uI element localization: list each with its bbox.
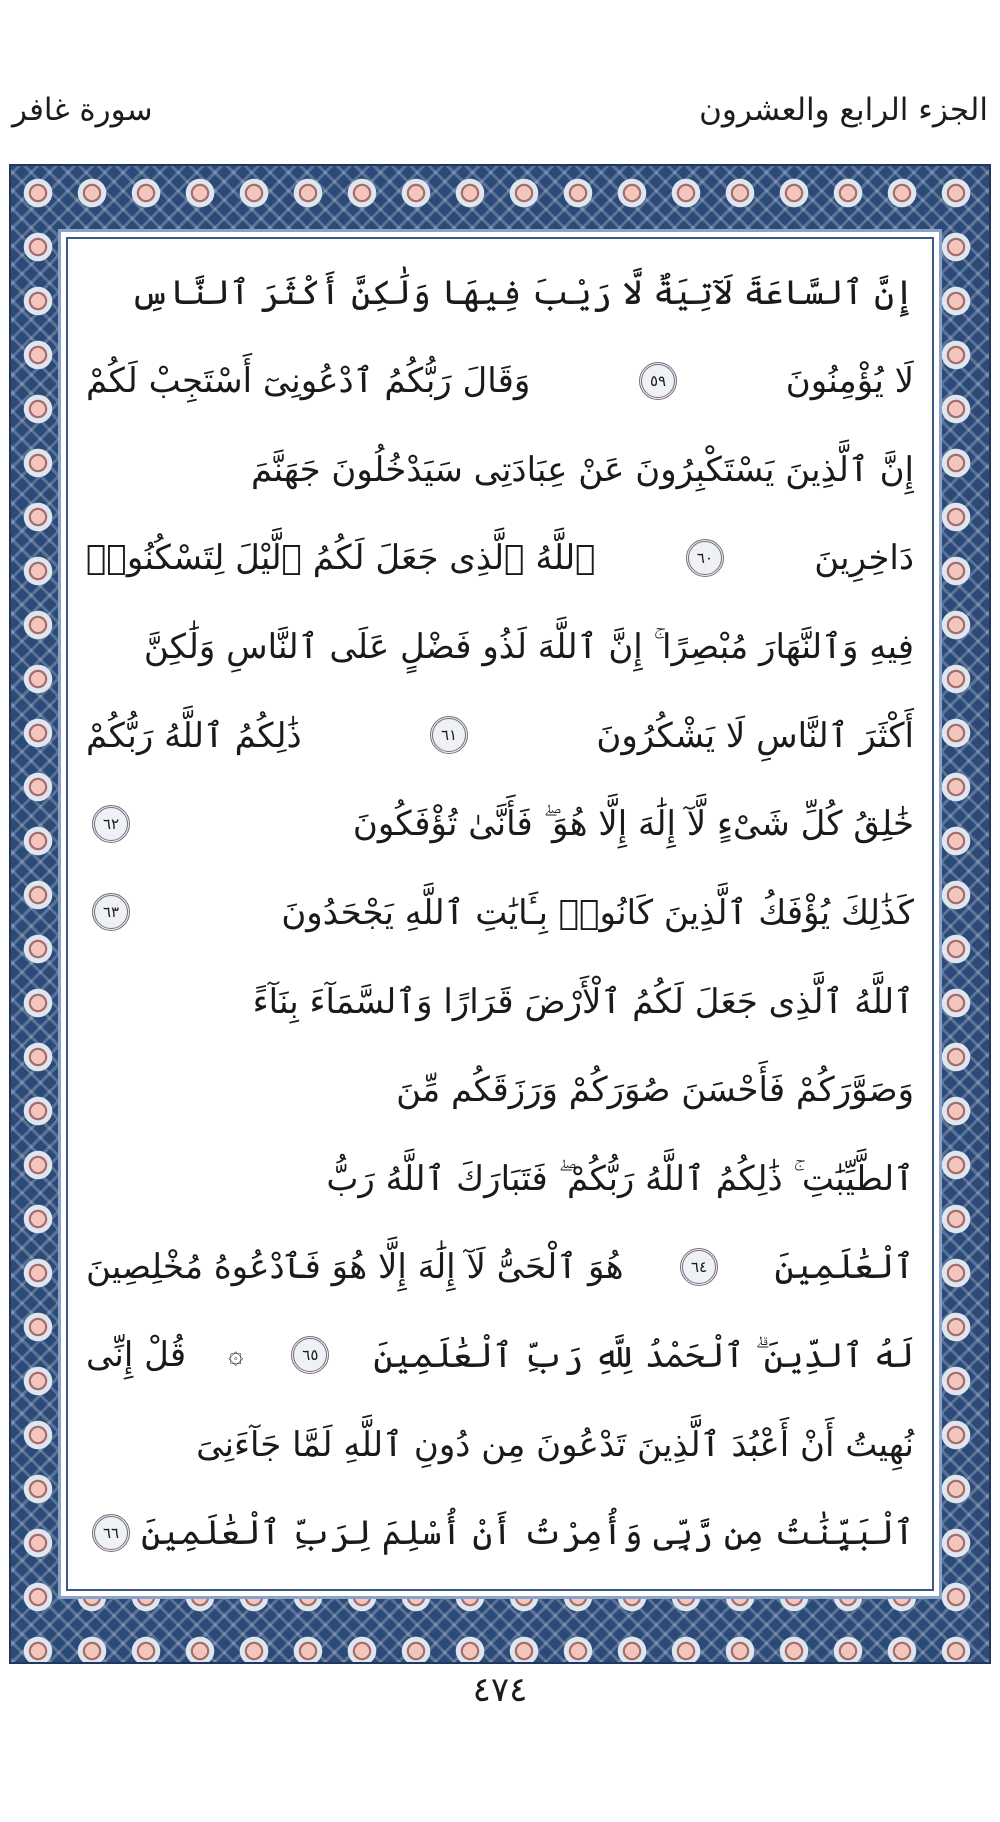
verse-text: لَهُ ٱلدِّينَ ۗ ٱلْحَمْدُ لِلَّهِ رَبِّ ٱلْعَٰلَمِينَ bbox=[373, 1335, 914, 1376]
verse-text: ٱللَّهُ ٱلَّذِى جَعَلَ لَكُمُ ٱلَّيْلَ لِتَسْكُنُوا۟ bbox=[86, 538, 596, 579]
text-line bbox=[86, 1045, 914, 1134]
ayah-number-marker: ٦٣ bbox=[92, 893, 130, 931]
text-line bbox=[86, 1134, 914, 1223]
page-number: ٤٧٤ bbox=[472, 1670, 528, 1710]
surah-title: سورة غافر bbox=[12, 92, 153, 128]
verse-text: هُوَ ٱلْحَىُّ لَآ إِلَٰهَ إِلَّا هُوَ فَٱدْعُوهُ مُخْلِصِينَ bbox=[86, 1247, 624, 1288]
ayah-number-marker: ٥٩ bbox=[639, 362, 677, 400]
ayah-number-marker: ٦٢ bbox=[92, 805, 130, 843]
text-line bbox=[86, 780, 914, 869]
verse-text: أَكْثَرَ ٱلنَّاسِ لَا يَشْكُرُونَ bbox=[596, 715, 914, 756]
verse-text: إِنَّ ٱلَّذِينَ يَسْتَكْبِرُونَ عَنْ عِبَادَتِى سَيَدْخُلُونَ جَهَنَّمَ bbox=[251, 449, 914, 490]
text-line bbox=[86, 248, 914, 337]
text-line bbox=[86, 425, 914, 514]
verse-text: ٱلْعَٰلَمِينَ bbox=[774, 1247, 914, 1288]
text-line bbox=[86, 337, 914, 426]
verse-text: دَاخِرِينَ bbox=[814, 538, 914, 579]
verse-text: كَذَٰلِكَ يُؤْفَكُ ٱلَّذِينَ كَانُوا۟ بِـَٔايَٰتِ ٱللَّهِ يَجْحَدُونَ bbox=[281, 892, 914, 933]
verse-text: قُلْ إِنِّى bbox=[86, 1335, 187, 1376]
hizb-star-icon: ۞ bbox=[228, 1340, 244, 1371]
ayah-number-marker: ٦٦ bbox=[92, 1514, 130, 1552]
verse-text: فِيهِ وَٱلنَّهَارَ مُبْصِرًا ۚ إِنَّ ٱللَّهَ لَذُو فَضْلٍ عَلَى ٱلنَّاسِ وَلَٰكِنَّ bbox=[143, 627, 914, 668]
verse-text: ذَٰلِكُمُ ٱللَّهُ رَبُّكُمْ bbox=[86, 715, 302, 756]
verse-text: وَصَوَّرَكُمْ فَأَحْسَنَ صُوَرَكُمْ وَرَزَقَكُم مِّنَ bbox=[396, 1069, 914, 1110]
juz-title: الجزء الرابع والعشرون bbox=[699, 92, 988, 128]
text-line bbox=[86, 602, 914, 691]
verse-text: ٱللَّهُ ٱلَّذِى جَعَلَ لَكُمُ ٱلْأَرْضَ قَرَارًا وَٱلسَّمَآءَ بِنَآءً bbox=[252, 981, 914, 1022]
text-line bbox=[86, 1223, 914, 1312]
ayah-number-marker: ٦٠ bbox=[686, 539, 724, 577]
ayah-number-marker: ٦٥ bbox=[291, 1336, 329, 1374]
text-line bbox=[86, 1400, 914, 1489]
ayah-number-marker: ٦٤ bbox=[680, 1248, 718, 1286]
text-line bbox=[86, 1488, 914, 1577]
text-line bbox=[86, 1311, 914, 1400]
quran-text-block bbox=[86, 248, 914, 1578]
text-line bbox=[86, 691, 914, 780]
verse-text: نُهِيتُ أَنْ أَعْبُدَ ٱلَّذِينَ تَدْعُونَ مِن دُونِ ٱللَّهِ لَمَّا جَآءَنِىَ bbox=[196, 1424, 914, 1465]
text-line bbox=[86, 514, 914, 603]
verse-text: وَقَالَ رَبُّكُمُ ٱدْعُونِىٓ أَسْتَجِبْ لَكُمْ bbox=[86, 361, 531, 402]
text-line bbox=[86, 957, 914, 1046]
verse-text: إِنَّ ٱلسَّاعَةَ لَآتِيَةٌ لَّا رَيْبَ فِيهَا وَلَٰكِنَّ أَكْثَرَ ٱلنَّاسِ bbox=[130, 272, 914, 313]
verse-text: لَا يُؤْمِنُونَ bbox=[785, 360, 914, 401]
verse-text: ٱلْبَيِّنَٰتُ مِن رَّبِّى وَأُمِرْتُ أَنْ أُسْلِمَ لِرَبِّ ٱلْعَٰلَمِينَ bbox=[141, 1513, 914, 1554]
verse-text: خَٰلِقُ كُلِّ شَىْءٍ لَّآ إِلَٰهَ إِلَّا هُوَ ۖ فَأَنَّىٰ تُؤْفَكُونَ bbox=[352, 803, 914, 844]
verse-text: ٱلطَّيِّبَٰتِ ۚ ذَٰلِكُمُ ٱللَّهُ رَبُّكُمْ ۖ فَتَبَارَكَ ٱللَّهُ رَبُّ bbox=[326, 1158, 914, 1199]
text-line bbox=[86, 868, 914, 957]
ayah-number-marker: ٦١ bbox=[430, 716, 468, 754]
